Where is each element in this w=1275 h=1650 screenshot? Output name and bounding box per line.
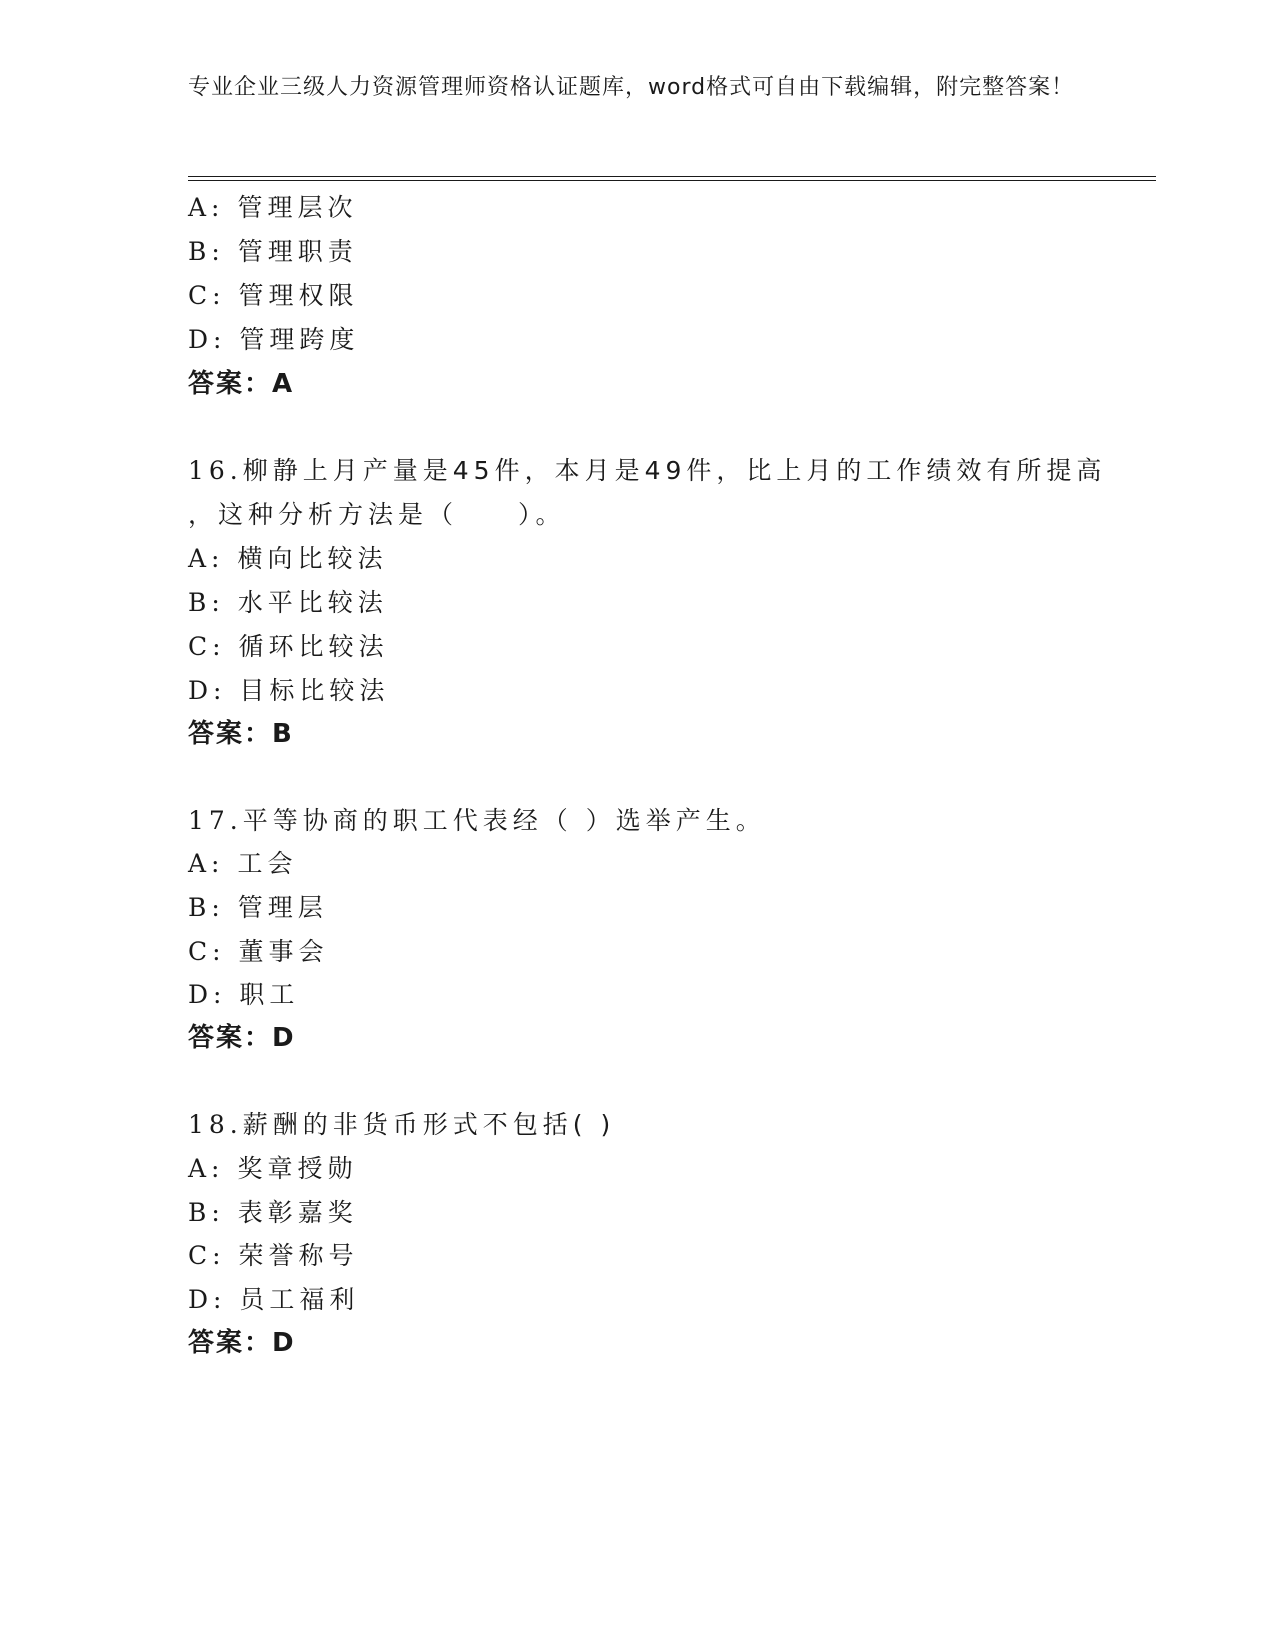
q18-option-d: D: 员工福利 [188,1285,360,1314]
q17-answer: 答案：D [188,1023,296,1053]
header-divider-top [188,176,1156,177]
q16-question-line-1: 16.柳静上月产量是45件，本月是49件，比上月的工作绩效有所提高 [188,456,1107,485]
q16-option-d: D: 目标比较法 [188,676,390,705]
q18-option-c: C: 荣誉称号 [188,1241,359,1270]
q16-question-line-2: ，这种分析方法是（ ）。 [188,500,566,529]
q18-answer: 答案：D [188,1328,296,1358]
q16-answer: 答案：B [188,719,294,749]
q15-option-a: A: 管理层次 [188,193,358,222]
q18-question-line-1: 18.薪酬的非货币形式不包括( ) [188,1110,616,1139]
q15-option-d: D: 管理跨度 [188,325,360,354]
q15-option-c: C: 管理权限 [188,281,359,310]
q17-option-b: B: 管理层 [188,893,328,922]
q16-option-b: B: 水平比较法 [188,588,388,617]
q18-option-b: B: 表彰嘉奖 [188,1198,358,1227]
header-divider-bottom [188,180,1156,181]
q16-option-a: A: 横向比较法 [188,544,388,573]
q17-option-c: C: 董事会 [188,937,329,966]
q17-option-a: A: 工会 [188,849,298,878]
q15-option-b: B: 管理职责 [188,237,358,266]
q17-option-d: D: 职工 [188,980,300,1009]
q18-option-a: A: 奖章授勋 [188,1154,358,1183]
q15-answer: 答案：A [188,369,295,399]
header-text: 专业企业三级人力资源管理师资格认证题库，word格式可自由下载编辑，附完整答案！ [188,75,1075,100]
document-header [188,72,1078,104]
q16-option-c: C: 循环比较法 [188,632,389,661]
q17-question-line-1: 17.平等协商的职工代表经（ ）选举产生。 [188,806,766,835]
